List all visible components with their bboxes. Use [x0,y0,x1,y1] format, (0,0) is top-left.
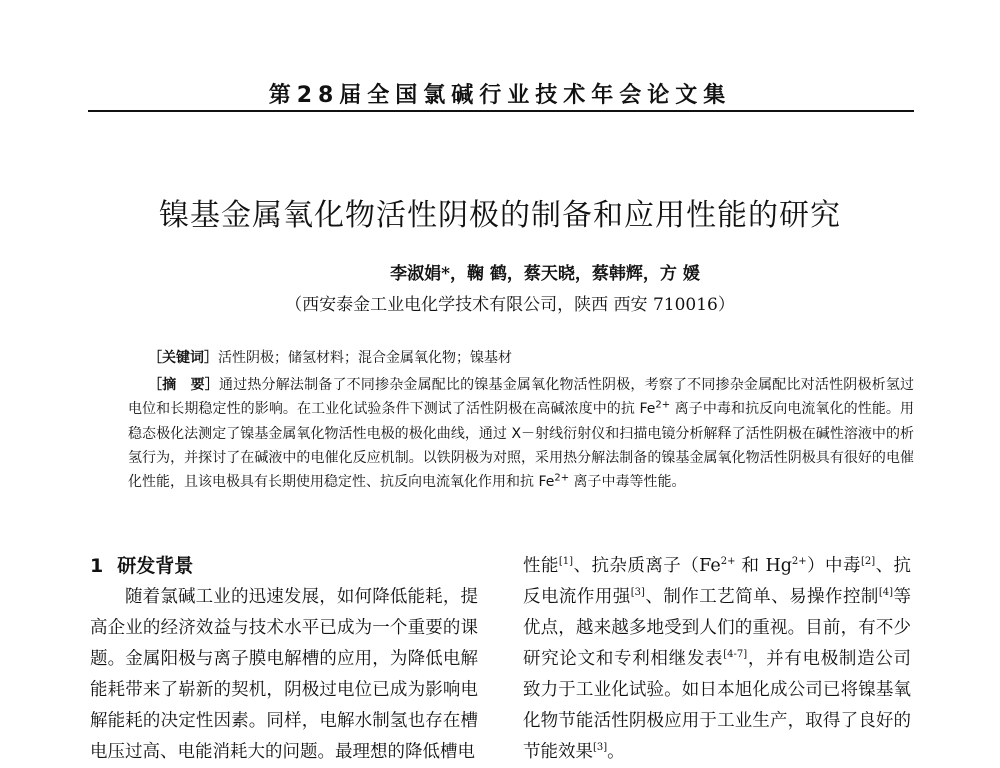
header-divider [88,110,914,112]
body-text-part: ）中毒 [806,556,861,576]
body-text-part: 、制作工艺简单、易操作控制 [644,587,879,607]
abstract-label: ［摘 要］ [148,377,219,393]
section-number: 1 [90,555,104,577]
body-text-part: 和 Hg [735,556,792,576]
citation-ref: [4] [878,587,894,599]
body-text-part: 、抗杂质离子（Fe [573,556,721,576]
section-heading [90,551,478,582]
citation-ref: [3] [593,742,608,754]
abstract-superscript: 2+ [554,472,570,484]
body-text-part: ，并有电极制造公司致力于工业化试验。如日本旭化成公司已将镍基氧化物节能活性阴极应用于工业生产，取得了良好的节能效果 [523,649,912,762]
citation-ref: [2] [860,556,876,568]
citation-ref: [4-7] [723,649,748,661]
author-list: 李淑娟*，鞠 鹤，蔡天晓，蔡韩辉，方 媛 [390,264,700,284]
abstract-text-part: 离子中毒和抗反向电流氧化的性能。用稳态极化法测定了镍基金属氧化物活性电极的极化曲线，通过 X－射线衍射仪和扫描电镜分析解释了活性阴极在碱性溶液中的析氢行为，并探讨了在碱液中的电催化反应机制。以铁阴极为对照，采用热分解法制备的镍基金属氧化物活性阴极具有很好的电催化性能，且该电极具有长期使用稳定性、抗反向电流氧化作用和抗 Fe [128,401,914,491]
abstract-text-part: 通过热分解法制备了不同掺杂金属配比的镍基金属氧化物活性阴极，考察了不同掺杂金属配比对活性阴极析氢过电位和长期稳定性的影响。在工业化试验条件下测试了活性阴极在高碱浓度中的抗 Fe [128,377,915,418]
abstract-superscript: 2+ [655,399,671,411]
body-paragraph: 随着氯碱工业的迅速发展，如何降低能耗，提高企业的经济效益与技术水平已成为一个重要的课题。金属阳极与离子膜电解槽的应用，为降低电解能耗带来了崭新的契机，阴极过电位已成为影响电解能耗的决定性因素。同样，电解水制氢也存在槽电压过高、电能消耗大的问题。最理想的降低槽电 [90,587,478,762]
paper-title: 镍基金属氧化物活性阴极的制备和应用性能的研究 [159,198,841,233]
body-text-part: 。 [607,742,625,762]
citation-ref: [3] [630,587,645,599]
author-affiliation: （西安泰金工业电化学技术有限公司，陕西 西安 710016） [285,295,735,315]
citation-ref: [1] [558,556,574,568]
section-title: 研发背景 [117,555,194,577]
body-text-part: 、抗反电流作用强 [523,556,912,607]
body-text-part: 性能 [523,556,559,576]
body-column-left [90,551,478,768]
keywords-text: 活性阴极；储氢材料；混合金属氧化物；镍基材 [218,350,512,366]
body-column-right [523,551,911,768]
keywords-label: ［关键词］ [148,350,218,366]
running-header: 第28届全国氯碱行业技术年会论文集 [268,83,732,108]
ion-charge-superscript: 2+ [720,556,736,568]
abstract-block [128,373,914,494]
keywords-block [148,347,908,367]
abstract-text-part: 离子中毒等性能。 [569,474,686,491]
ion-charge-superscript: 2+ [791,556,807,568]
body-text-part: 等优点，越来越多地受到人们的重视。目前，有不少研究论文和专利相继发表 [523,587,912,669]
